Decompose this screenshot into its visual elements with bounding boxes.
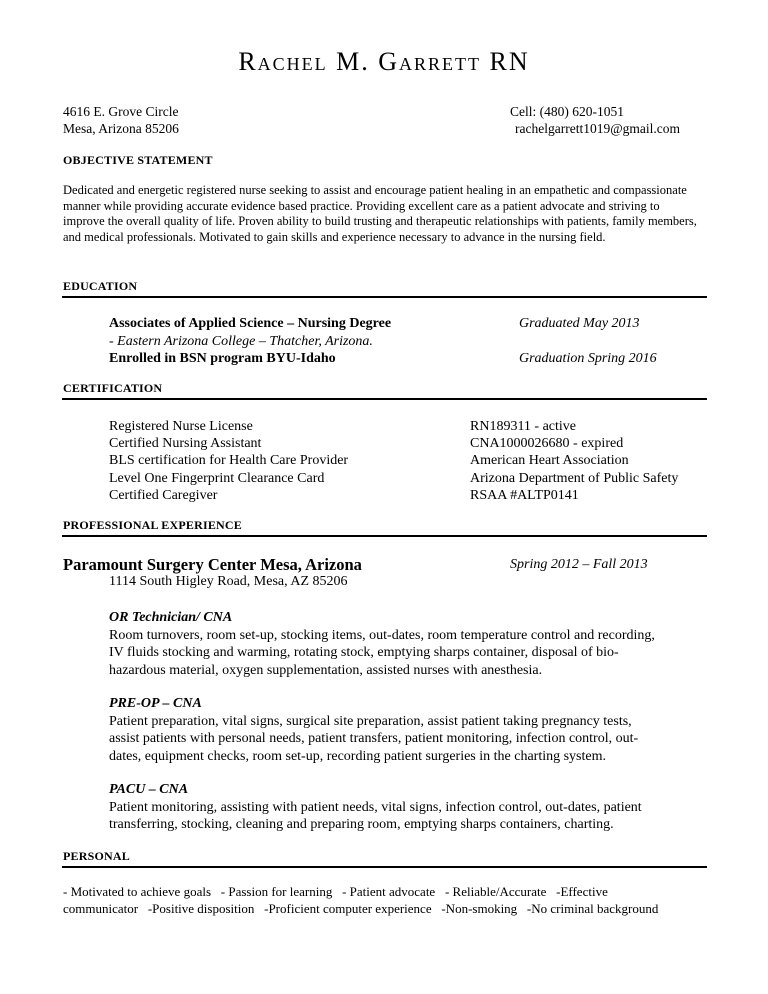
section-title-experience: PROFESSIONAL EXPERIENCE [63, 518, 242, 532]
role-pre-op [109, 695, 709, 765]
employer-name: Paramount Surgery Center Mesa, Arizona [63, 555, 362, 574]
cert-name: Registered Nurse License [109, 419, 253, 434]
certification-names [109, 418, 348, 504]
role-title: PACU – CNA [109, 782, 189, 797]
employment-dates: Spring 2012 – Fall 2013 [510, 557, 648, 572]
certification-details [470, 418, 678, 504]
employer-address: 1114 South Higley Road, Mesa, AZ 85206 [109, 574, 348, 589]
degree-name: Associates of Applied Science – Nursing Degree [109, 316, 392, 331]
bsn-program: Enrolled in BSN program BYU-Idaho [109, 351, 336, 366]
education-entries [109, 315, 391, 368]
section-title-objective: OBJECTIVE STATEMENT [63, 153, 213, 167]
cert-detail: Arizona Department of Public Safety [470, 470, 679, 486]
cert-detail: RN189311 - active [470, 419, 577, 434]
cert-name: Certified Caregiver [109, 487, 218, 503]
role-line: dates, equipment checks, room set-up, recording patient surgeries in the charting system. [109, 748, 606, 764]
degree-date: Graduated May 2013 [519, 316, 640, 331]
applicant-name: Rachel M. Garrett RN [238, 47, 530, 76]
role-pacu [109, 781, 709, 834]
address-block [63, 103, 179, 137]
contact-block [510, 103, 680, 137]
section-title-certification: CERTIFICATION [63, 381, 163, 395]
cell-phone: Cell: (480) 620-1051 [510, 104, 624, 119]
cert-name: Certified Nursing Assistant [109, 436, 262, 452]
role-or-technician [109, 609, 709, 679]
section-divider [62, 535, 707, 537]
education-dates [519, 315, 657, 368]
section-divider [62, 398, 707, 400]
role-line: hazardous material, oxygen supplementation, assisted nurses with anesthesia. [109, 662, 543, 678]
role-line: assist patients with personal needs, patient transfers, patient monitoring, infection control, out- [109, 731, 639, 746]
bsn-date: Graduation Spring 2016 [519, 351, 657, 366]
cert-name: BLS certification for Health Care Provider [109, 453, 349, 469]
role-line: transferring, stocking, cleaning and preparing room, emptying sharps containers, charting. [109, 817, 614, 832]
role-line: Patient monitoring, assisting with patient needs, vital signs, infection control, out-dates, patient [109, 799, 642, 815]
personal-line-1: - Motivated to achieve goals - Passion for learning - Patient advocate - Reliable/Accurate -Effective [63, 884, 608, 899]
cert-detail: American Heart Association [470, 453, 629, 469]
role-line: IV fluids stocking and warming, rotating stock, emptying sharps container, disposal of bio- [109, 645, 619, 660]
role-title: OR Technician/ CNA [109, 610, 233, 625]
section-divider [62, 866, 707, 868]
section-title-personal: PERSONAL [63, 849, 130, 863]
cert-detail: CNA1000026680 - expired [470, 436, 624, 452]
objective-text: Dedicated and energetic registered nurse seeking to assist and encourage patient healing in an empathetic and compassionate manner while providing accurate evidence based practice. Providing excellent care as a patient advocate and striving to improve the overall quality of life. Proven ability to build trusting and therapeutic relationships with patients, family members, and medical professionals. Motivated to gain skills and experience necessary to advance in the nursing field. [63, 183, 697, 244]
personal-traits [63, 883, 713, 917]
section-title-education: EDUCATION [63, 279, 138, 293]
section-divider [62, 296, 707, 298]
email-address: rachelgarrett1019@gmail.com [515, 121, 680, 136]
cert-name: Level One Fingerprint Clearance Card [109, 470, 325, 486]
school-name: - Eastern Arizona College – Thatcher, Arizona. [109, 333, 373, 349]
cert-detail: RSAA #ALTP0141 [470, 487, 579, 503]
personal-line-2: communicator -Positive disposition -Proficient computer experience -Non-smoking -No criminal background [63, 901, 659, 916]
address-line-2: Mesa, Arizona 85206 [63, 121, 179, 136]
role-title: PRE-OP – CNA [109, 696, 202, 711]
role-line: Room turnovers, room set-up, stocking items, out-dates, room temperature control and recording, [109, 627, 655, 643]
address-line-1: 4616 E. Grove Circle [63, 104, 179, 119]
role-line: Patient preparation, vital signs, surgical site preparation, assist patient taking pregnancy tests, [109, 713, 632, 729]
